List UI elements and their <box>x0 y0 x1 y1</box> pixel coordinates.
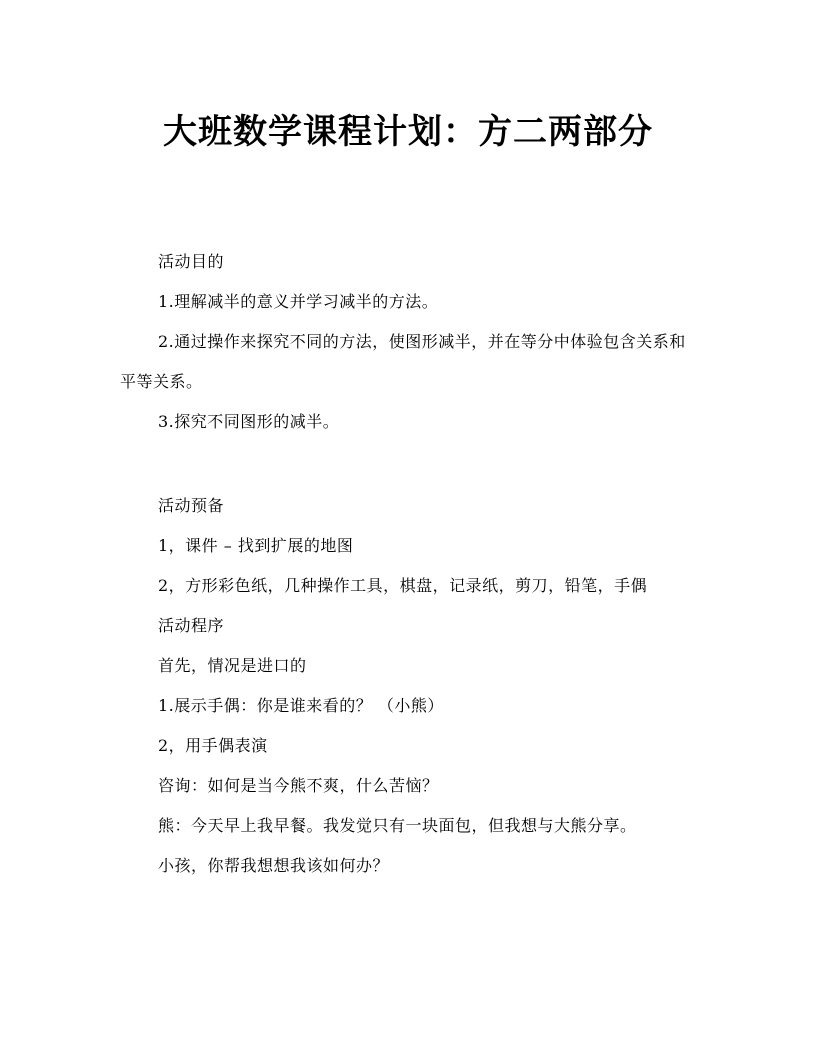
section-spacer <box>120 442 696 486</box>
procedure-line-3: 2，用手偶表演 <box>158 736 268 755</box>
procedure-line-6: 小孩，你帮我想想我该如何办？ <box>158 856 390 875</box>
goal-item-1: 1.理解减半的意义并学习减半的方法。 <box>158 292 439 311</box>
goal-item-3: 3.探究不同图形的减半。 <box>158 412 340 431</box>
prep-item-1: 1，课件 – 找到扩展的地图 <box>158 536 354 555</box>
procedure-line-1: 首先，情况是进口的 <box>158 656 307 675</box>
section-heading-goals: 活动目的 <box>158 252 225 271</box>
goal-item-2: 2.通过操作来探究不同的方法，使图形减半，并在等分中体验包含关系和平等关系。 <box>120 332 686 391</box>
document-body <box>120 242 696 886</box>
procedure-line-4: 咨询：如何是当今熊不爽，什么苦恼？ <box>158 776 439 795</box>
document-title: 大班数学课程计划：方二两部分 <box>163 112 653 152</box>
prep-item-2: 2，方形彩色纸，几种操作工具，棋盘，记录纸，剪刀，铅笔，手偶 <box>158 576 648 595</box>
section-heading-prep: 活动预备 <box>158 496 225 515</box>
section-heading-procedure: 活动程序 <box>158 616 225 635</box>
procedure-line-2: 1.展示手偶：你是谁来看的？ （小熊） <box>158 696 444 715</box>
procedure-line-5: 熊：今天早上我早餐。我发觉只有一块面包，但我想与大熊分享。 <box>158 816 637 835</box>
